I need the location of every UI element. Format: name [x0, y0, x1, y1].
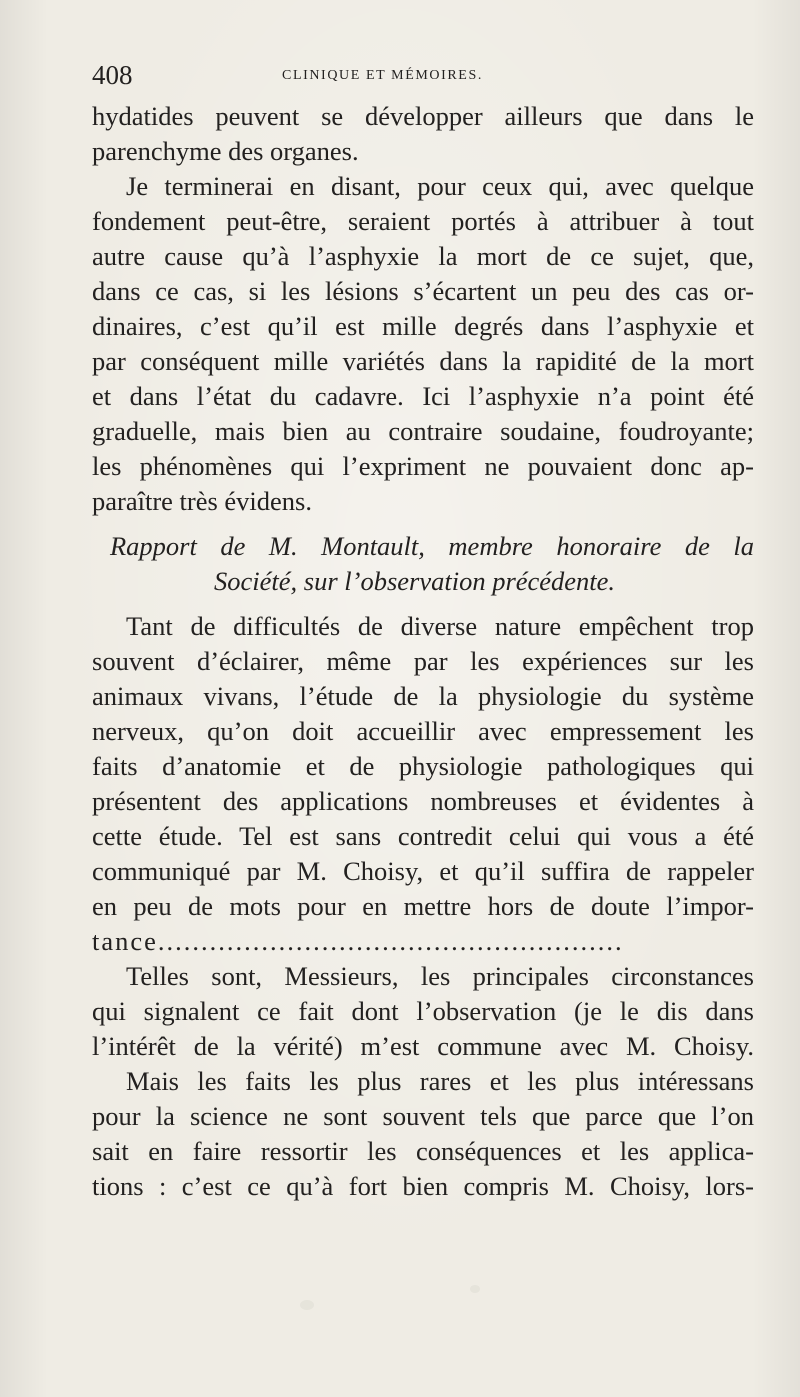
page-number: 408	[92, 60, 133, 90]
body-text	[92, 99, 754, 1204]
text-line: souvent d’éclairer, même par les expériences sur les	[92, 646, 754, 676]
text-line: faits d’anatomie et de physiologie pathologiques qui	[92, 751, 754, 781]
text-line: communiqué par M. Choisy, et qu’il suffira de rappeler	[92, 856, 754, 886]
page-header	[92, 58, 754, 92]
text-line: en peu de mots pour en mettre hors de doute l’impor-	[92, 891, 754, 921]
text-line: nerveux, qu’on doit accueillir avec empressement les	[92, 716, 754, 746]
text-line: cette étude. Tel est sans contredit celui qui vous a été	[92, 821, 754, 851]
paper-stain	[300, 1300, 314, 1310]
paper-stain	[470, 1285, 480, 1293]
text-line: les phénomènes qui l’expriment ne pouvaient donc ap-	[92, 451, 754, 481]
text-line: graduelle, mais bien au contraire soudaine, foudroyante;	[92, 416, 754, 446]
text-line: dans ce cas, si les lésions s’écartent un peu des cas or-	[92, 276, 754, 306]
text-line: sait en faire ressortir les conséquences et les applica-	[92, 1136, 754, 1166]
text-line: dinaires, c’est qu’il est mille degrés dans l’asphyxie et	[92, 311, 754, 341]
text-line: et dans l’état du cadavre. Ici l’asphyxie n’a point été	[92, 381, 754, 411]
text-line: tance......................................................	[92, 926, 624, 956]
running-head: CLINIQUE ET MÉMOIRES.	[282, 68, 483, 83]
text-line: par conséquent mille variétés dans la rapidité de la mort	[92, 346, 754, 376]
text-line: animaux vivans, l’étude de la physiologie du système	[92, 681, 754, 711]
text-line: parenchyme des organes.	[92, 136, 359, 166]
spacer	[92, 599, 754, 609]
text-line: Tant de difficultés de diverse nature empêchent trop	[126, 611, 754, 641]
text-line: fondement peut-être, seraient portés à attribuer à tout	[92, 206, 754, 236]
section-title-line: Rapport de M. Montault, membre honoraire de la	[110, 531, 754, 561]
text-line: paraître très évidens.	[92, 486, 312, 516]
section-title-line: Société, sur l’observation précédente.	[214, 566, 616, 596]
text-line: l’intérêt de la vérité) m’est commune avec M. Choisy.	[92, 1031, 754, 1061]
text-line: Telles sont, Messieurs, les principales circonstances	[126, 961, 754, 991]
text-line: présentent des applications nombreuses et évidentes à	[92, 786, 754, 816]
text-line: hydatides peuvent se développer ailleurs que dans le	[92, 101, 754, 131]
text-line: Mais les faits les plus rares et les plus intéressans	[126, 1066, 754, 1096]
text-line: tions : c’est ce qu’à fort bien compris M. Choisy, lors-	[92, 1171, 754, 1201]
spacer	[92, 519, 754, 529]
text-line: qui signalent ce fait dont l’observation (je le dis dans	[92, 996, 754, 1026]
text-line: Je terminerai en disant, pour ceux qui, avec quelque	[126, 171, 754, 201]
text-line: pour la science ne sont souvent tels que parce que l’on	[92, 1101, 754, 1131]
text-line: autre cause qu’à l’asphyxie la mort de ce sujet, que,	[92, 241, 754, 271]
